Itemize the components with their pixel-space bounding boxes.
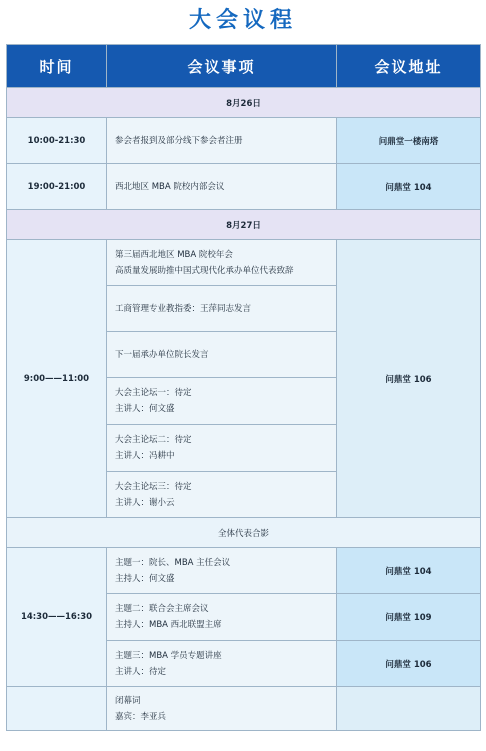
item-cell: 西北地区 MBA 院校内部会议 (107, 164, 337, 210)
header-row (7, 45, 481, 88)
header-location: 会议地址 (337, 45, 481, 88)
item-line: 闭幕词 (115, 695, 141, 706)
item-cell (107, 286, 337, 332)
header-items: 会议事项 (107, 45, 337, 88)
table-row (7, 548, 481, 594)
location-cell: 问鼎堂 106 (337, 641, 481, 687)
table-row (7, 118, 481, 164)
location-cell: 问鼎堂 106 (337, 240, 481, 518)
item-cell (107, 378, 337, 425)
item-line: 工商管理专业教指委：王萍同志发言 (115, 303, 252, 314)
time-cell: 9:00——11:00 (7, 240, 107, 518)
table-row (7, 240, 481, 286)
table-row (7, 687, 481, 731)
table-row (7, 164, 481, 210)
location-cell: 问鼎堂 104 (337, 164, 481, 210)
item-cell (107, 472, 337, 518)
item-line: 主讲人：谢小云 (115, 497, 175, 508)
location-cell: 问鼎堂 109 (337, 594, 481, 641)
item-line: 大会主论坛二：待定 (115, 435, 192, 445)
item-line: 主持人：何文盛 (115, 573, 175, 584)
item-line: 第三届西北地区 MBA 院校年会 (115, 249, 233, 260)
time-cell-empty (7, 687, 107, 731)
item-cell: 参会者报到及部分线下参会者注册 (107, 118, 337, 164)
item-line: 大会主论坛三：待定 (115, 481, 192, 492)
time-cell: 14:30——16:30 (7, 548, 107, 687)
item-line: 嘉宾：李亚兵 (115, 711, 167, 722)
item-line: 下一届承办单位院长发言 (115, 349, 209, 360)
item-line: 主题三：MBA 学员专题讲座 (115, 650, 222, 661)
item-line: 主持人：MBA 西北联盟主席 (115, 620, 222, 630)
page-title: 大会议程 (188, 8, 297, 33)
location-cell: 问鼎堂一楼南塔 (337, 118, 481, 164)
item-line: 主题二：联合会主席会议 (115, 604, 209, 614)
date-label: 8月27日 (7, 210, 481, 240)
item-cell (107, 240, 337, 286)
item-cell (107, 594, 337, 641)
date-row (7, 88, 481, 118)
date-label: 8月26日 (7, 88, 481, 118)
date-row (7, 210, 481, 240)
item-line: 主讲人：何文盛 (115, 404, 175, 414)
item-cell (107, 332, 337, 378)
group-photo-label: 全体代表合影 (7, 518, 481, 548)
time-cell: 19:00-21:00 (7, 164, 107, 210)
item-cell (107, 641, 337, 687)
item-line: 主题一：院长、MBA 主任会议 (115, 557, 231, 568)
location-cell: 问鼎堂 104 (337, 548, 481, 594)
item-line: 主讲人：冯耕中 (115, 451, 175, 461)
header-time: 时间 (7, 45, 107, 88)
item-cell (107, 425, 337, 472)
time-cell: 10:00-21:30 (7, 118, 107, 164)
item-cell (107, 548, 337, 594)
item-line: 高质量发展助推中国式现代化承办单位代表致辞 (115, 265, 294, 276)
item-line: 大会主论坛一：待定 (115, 388, 192, 398)
item-cell (107, 687, 337, 731)
item-line: 主讲人：待定 (115, 666, 167, 677)
agenda-table (6, 44, 481, 731)
location-cell-empty (337, 687, 481, 731)
group-photo-row (7, 518, 481, 548)
